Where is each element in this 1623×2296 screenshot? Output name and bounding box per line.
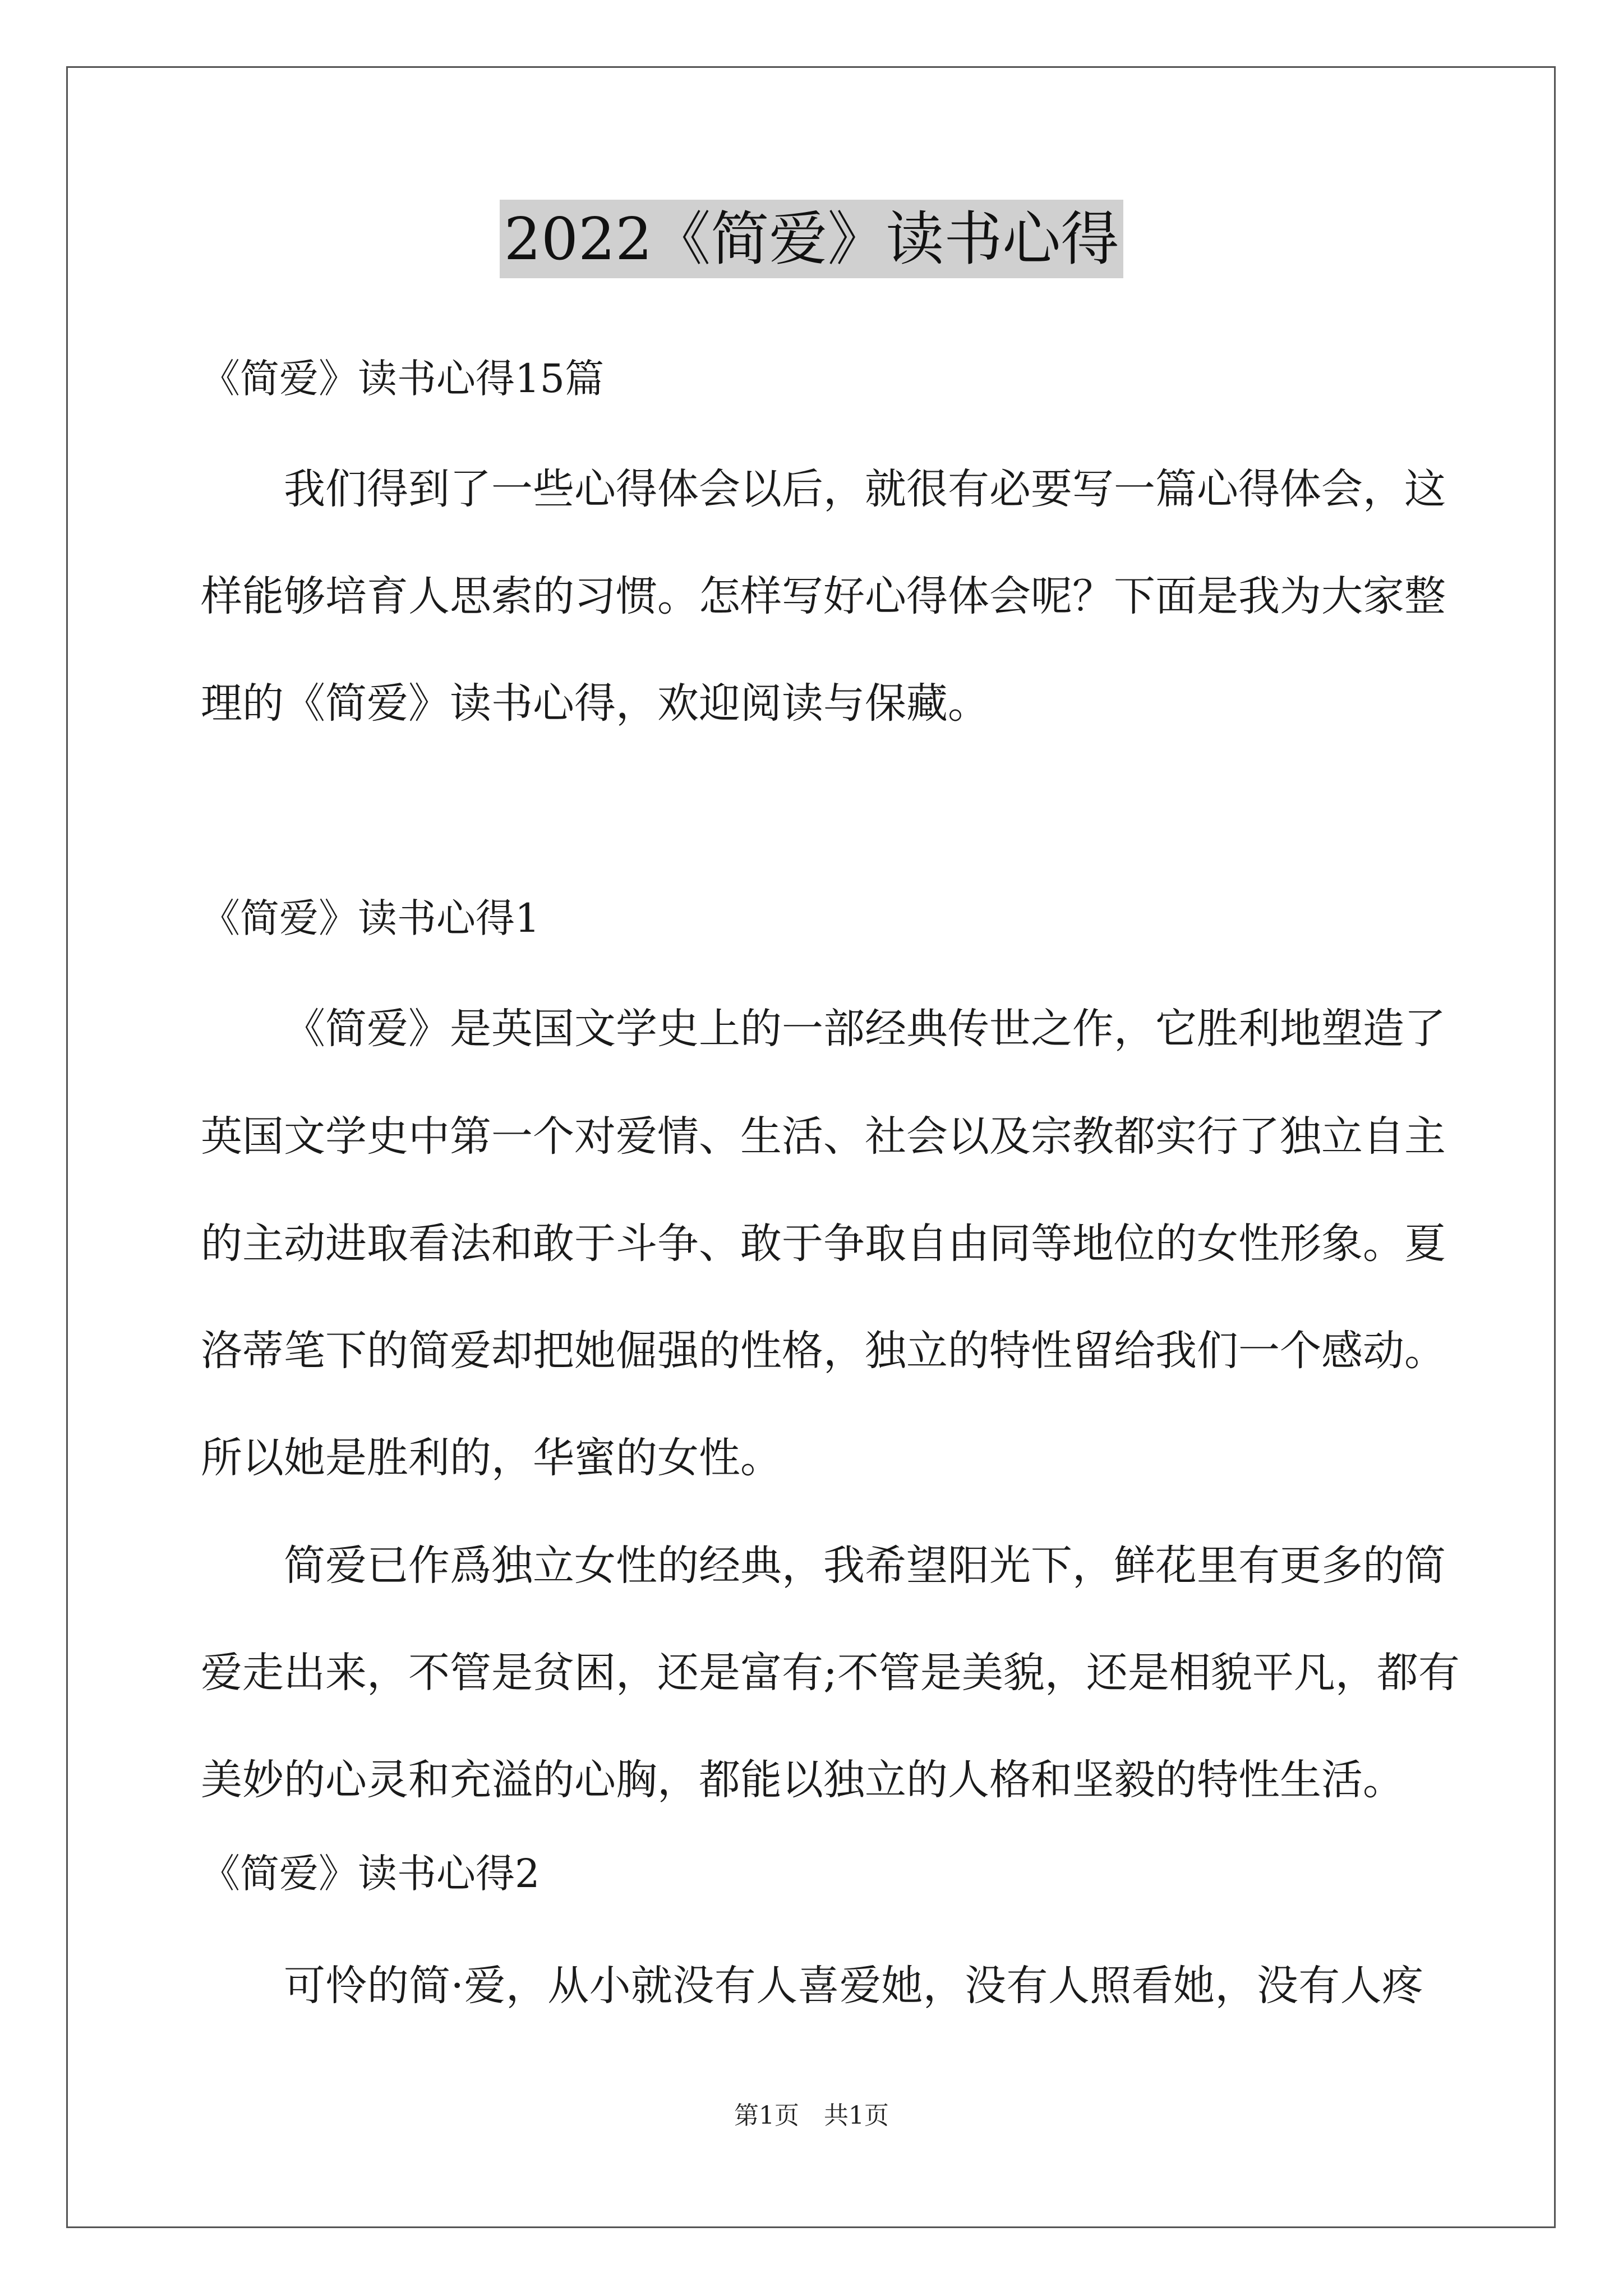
section2-para1-line-1: 可怜的简·爱，从小就没有人喜爱她，没有人照看她，没有人疼 [284, 1962, 1423, 2010]
section1-para2-line-1: 简爱已作爲独立女性的经典，我希望阳光下，鲜花里有更多的简 [284, 1542, 1446, 1590]
intro-line-3: 理的《简爱》读书心得，欢迎阅读与保藏。 [201, 679, 989, 728]
page-footer: 第1页 共1页 [734, 2101, 889, 2130]
document-title: 2022《简爱》读书心得 [500, 200, 1124, 278]
intro-line-1: 我们得到了一些心得体会以后，就很有必要写一篇心得体会，这 [284, 465, 1446, 513]
subtitle: 《简爱》读书心得15篇 [201, 356, 605, 402]
section2-heading: 《简爱》读书心得2 [201, 1851, 540, 1897]
section1-para2-line-3: 美妙的心灵和充溢的心胸，都能以独立的人格和坚毅的特性生活。 [201, 1756, 1404, 1804]
title-container [0, 200, 1623, 278]
section1-para1-line-3: 的主动进取看法和敢于斗争、敢于争取自由同等地位的女性形象。夏 [201, 1220, 1446, 1268]
section1-para1-line-2: 英国文学史中第一个对爱情、生活、社会以及宗教都实行了独立自主 [201, 1112, 1446, 1161]
section1-para1-line-4: 洛蒂笔下的简爱却把她倔强的性格，独立的特性留给我们一个感动。 [201, 1327, 1446, 1375]
section1-para1-line-1: 《简爱》是英国文学史上的一部经典传世之作，它胜利地塑造了 [284, 1005, 1446, 1053]
section1-para1-line-5: 所以她是胜利的，华蜜的女性。 [201, 1434, 782, 1482]
section1-para2-line-2: 爱走出来，不管是贫困，还是富有;不管是美貌，还是相貌平凡，都有 [201, 1649, 1460, 1697]
intro-line-2: 样能够培育人思索的习惯。怎样写好心得体会呢？下面是我为大家整 [201, 572, 1446, 620]
section1-heading: 《简爱》读书心得1 [201, 895, 540, 941]
